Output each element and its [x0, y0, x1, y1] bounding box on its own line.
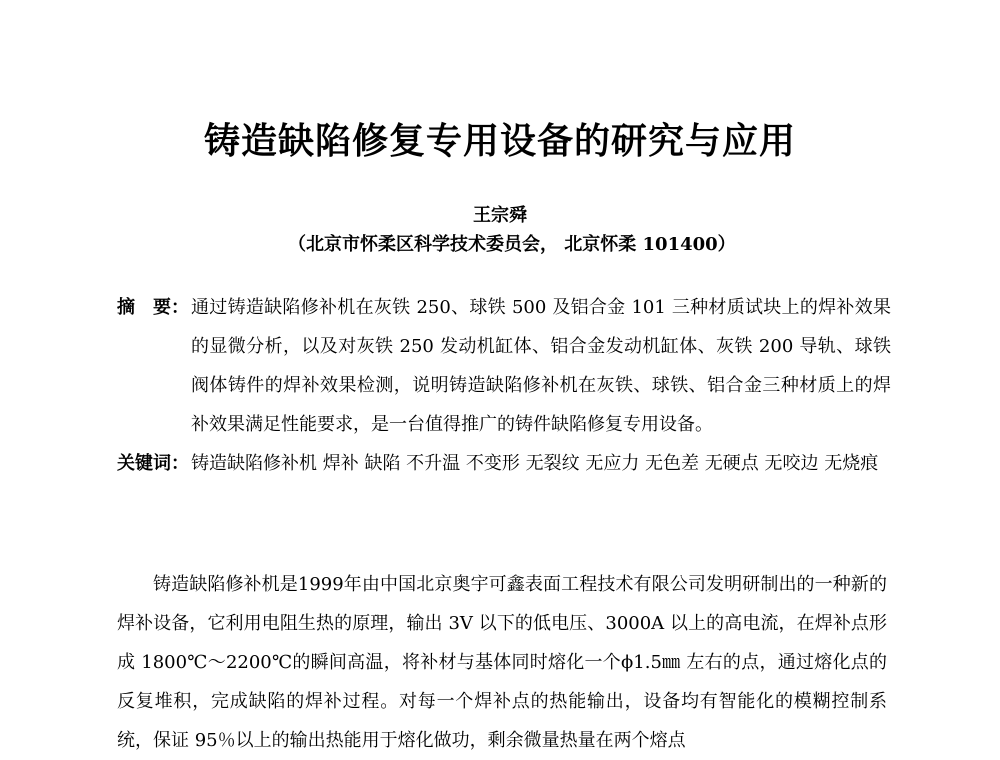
- abstract-text: 通过铸造缺陷修补机在灰铁 250、球铁 500 及铝合金 101 三种材质试块上的焊补效果的显微分析，以及对灰铁 250 发动机缸体、铝合金发动机缸体、灰铁 200 导轨、球铁阀体铸件的焊补效果检测，说明铸造缺陷修补机在灰铁、球铁、铝合金三种材质上的焊补效果满足性能要求，是一台值得推广的铸件缺陷修复专用设备。: [191, 297, 891, 435]
- author-name: 王宗舜: [473, 205, 527, 226]
- keywords-text: 铸造缺陷修补机 焊补 缺陷 不升温 不变形 无裂纹 无应力 无色差 无硬点 无咬边 无烧痕: [191, 453, 879, 474]
- author-affiliation: （北京市怀柔区科学技术委员会， 北京怀柔 101400）: [288, 234, 736, 255]
- keywords-label: 关键词：: [117, 453, 189, 474]
- body-paragraph: 铸造缺陷修补机是1999年由中国北京奥宇可鑫表面工程技术有限公司发明研制出的一种新的焊补设备，它利用电阻生热的原理，输出 3V 以下的低电压、3000A 以上的高电流，在焊补点形成 1800℃～2200℃的瞬间高温，将补材与基体同时熔化一个ϕ1.5㎜ 左右的点，通过熔化点的反复堆积，完成缺陷的焊补过程。对每一个焊补点的热能输出，设备均有智能化的模糊控制系统，保证 95％以上的输出热能用于熔化做功，剩余微量热量在两个熔点: [117, 574, 887, 751]
- abstract-label: 摘 要：: [117, 297, 189, 318]
- paper-title: 铸造缺陷修复专用设备的研究与应用: [203, 120, 796, 162]
